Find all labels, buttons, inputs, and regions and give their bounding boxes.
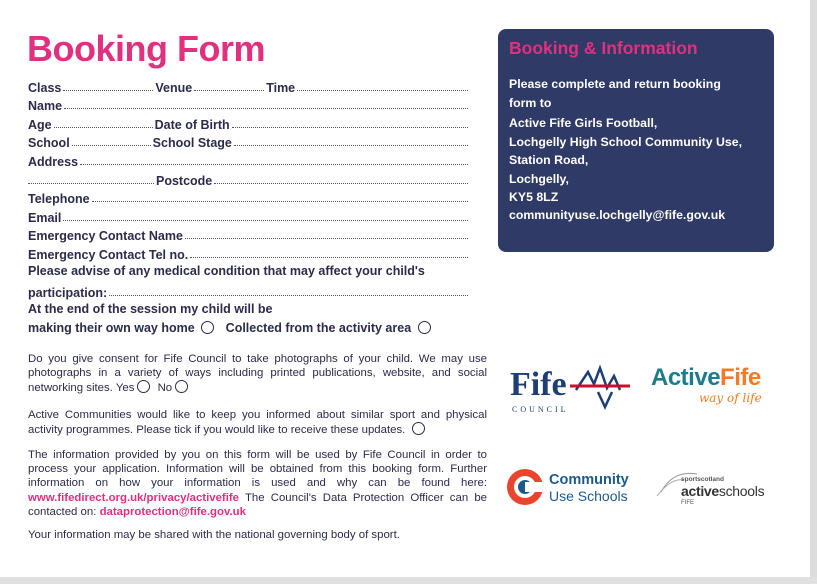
postcode-label: Postcode [156,173,213,188]
consent-no-label: No [157,382,173,395]
address-field-line2[interactable] [28,183,154,184]
email-label: Email [28,210,62,225]
age-field[interactable] [54,127,153,128]
end-session-question: At the end of the session my child will be [28,301,273,316]
panel-intro-line1: Please complete and return booking [509,77,721,91]
panel-intro [509,75,771,112]
page-edge-bottom [0,577,817,584]
privacy-text: The information provided by you on this form will be used by Fife Council in order to process your application. Information will be obtained from this booking form. Further information on how your information is used and why can be found here: [28,449,487,490]
fife-council-logo [510,362,635,417]
postcode-field[interactable] [214,183,468,184]
school-field[interactable] [72,145,151,146]
class-field[interactable] [63,90,153,91]
emergency-tel-field[interactable] [190,257,468,258]
activefife-logo-text-a: Active [651,364,721,391]
dpo-email-link[interactable]: dataprotection@fife.gov.uk [99,505,246,518]
sportscotland-text: sportscotland [681,476,724,483]
class-venue-time-row [28,76,470,95]
panel-address [509,114,771,207]
address-label: Address [28,154,79,169]
school-row [28,132,470,151]
fife-logo-subtitle: COUNCIL [512,405,569,414]
time-label: Time [266,80,296,95]
consent-no-radio[interactable] [175,380,188,393]
emergency-name-field[interactable] [185,238,468,239]
telephone-label: Telephone [28,192,90,207]
school-stage-label: School Stage [152,136,232,151]
medical-label: participation: [28,285,108,300]
time-field[interactable] [297,90,468,91]
age-label: Age [28,117,52,132]
consent-yes-label: Yes [115,382,135,395]
address-line-5: KY5 8LZ [509,190,559,204]
school-stage-field[interactable] [234,145,468,146]
address-field[interactable] [80,164,468,165]
medical-field[interactable] [109,295,468,296]
privacy-paragraph [28,448,487,519]
age-dob-row [28,113,470,132]
medical-question: Please advise of any medical condition that may affect your child's [28,263,425,278]
privacy-link[interactable]: www.fifedirect.org.uk/privacy/activefife [28,491,240,504]
postcode-row [28,169,470,188]
school-label: School [28,136,70,151]
emergency-tel-label: Emergency Contact Tel no. [28,247,189,262]
activeschools-text-a: active [681,483,719,499]
telephone-row [28,188,470,207]
name-label: Name [28,99,63,114]
address-line-4: Lochgelly, [509,171,569,186]
activefife-logo-tagline: way of life [699,391,762,405]
activeschools-wordmark [681,483,764,499]
own-way-radio[interactable] [201,321,214,334]
page-edge-right [810,0,817,584]
class-label: Class [28,80,62,95]
venue-label: Venue [155,80,193,95]
medical-row [28,281,470,300]
dpo-text: The Council's Data Protection Officer can be contacted on: [28,491,487,518]
shared-notice: Your information may be shared with the national governing body of sport. [28,529,400,541]
dob-field[interactable] [232,127,468,128]
page-title: Booking Form [27,28,265,69]
address-row [28,150,470,169]
panel-heading: Booking & Information [509,38,698,58]
community-logo-line2: Use Schools [549,488,628,504]
panel-email[interactable]: communityuse.lochgelly@fife.gov.uk [509,208,726,222]
activeschools-logo [653,468,778,512]
emergency-tel-row [28,243,470,262]
activefife-logo-text-b: Fife [720,364,761,391]
own-way-label: making their own way home [28,320,195,335]
activeschools-text-b: schools [718,483,765,499]
emergency-name-label: Emergency Contact Name [28,229,183,244]
address-line-1: Active Fife Girls Football, [509,116,658,130]
telephone-field[interactable] [92,201,468,202]
community-logo-line1: Community [549,472,629,488]
photo-consent-paragraph [28,352,487,396]
emergency-name-row [28,225,470,244]
address-line-2: Lochgelly High School Community Use, [509,134,742,149]
booking-info-panel [498,29,774,252]
collected-label: Collected from the activity area [225,320,412,335]
updates-text: Active Communities would like to keep you informed about similar sport and physical activity programmes. Please tick if you would like to receive these updates. [28,409,487,437]
community-use-schools-logo [506,468,641,508]
panel-intro-line2: form to [509,95,552,110]
address-line-3: Station Road, [509,153,589,167]
name-field[interactable] [64,108,468,109]
fife-logo-wordmark: Fife [510,366,567,403]
dob-label: Date of Birth [154,117,230,132]
venue-field[interactable] [194,90,264,91]
email-field[interactable] [63,220,468,221]
updates-checkbox[interactable] [412,422,425,435]
booking-form-fields [28,76,470,338]
email-row [28,206,470,225]
updates-paragraph [28,408,487,437]
photo-consent-text: Do you give consent for Fife Council to take photographs of your child. We may use photographs in a variety of ways including printed publications, website, and social networking sites. [28,353,487,395]
name-row [28,95,470,114]
pickup-options [28,319,470,338]
community-use-schools-icon [506,468,544,506]
activeschools-fife-text: FIFE [681,500,694,506]
activefife-logo [651,364,781,412]
collected-radio[interactable] [418,321,431,334]
consent-yes-radio[interactable] [137,380,150,393]
